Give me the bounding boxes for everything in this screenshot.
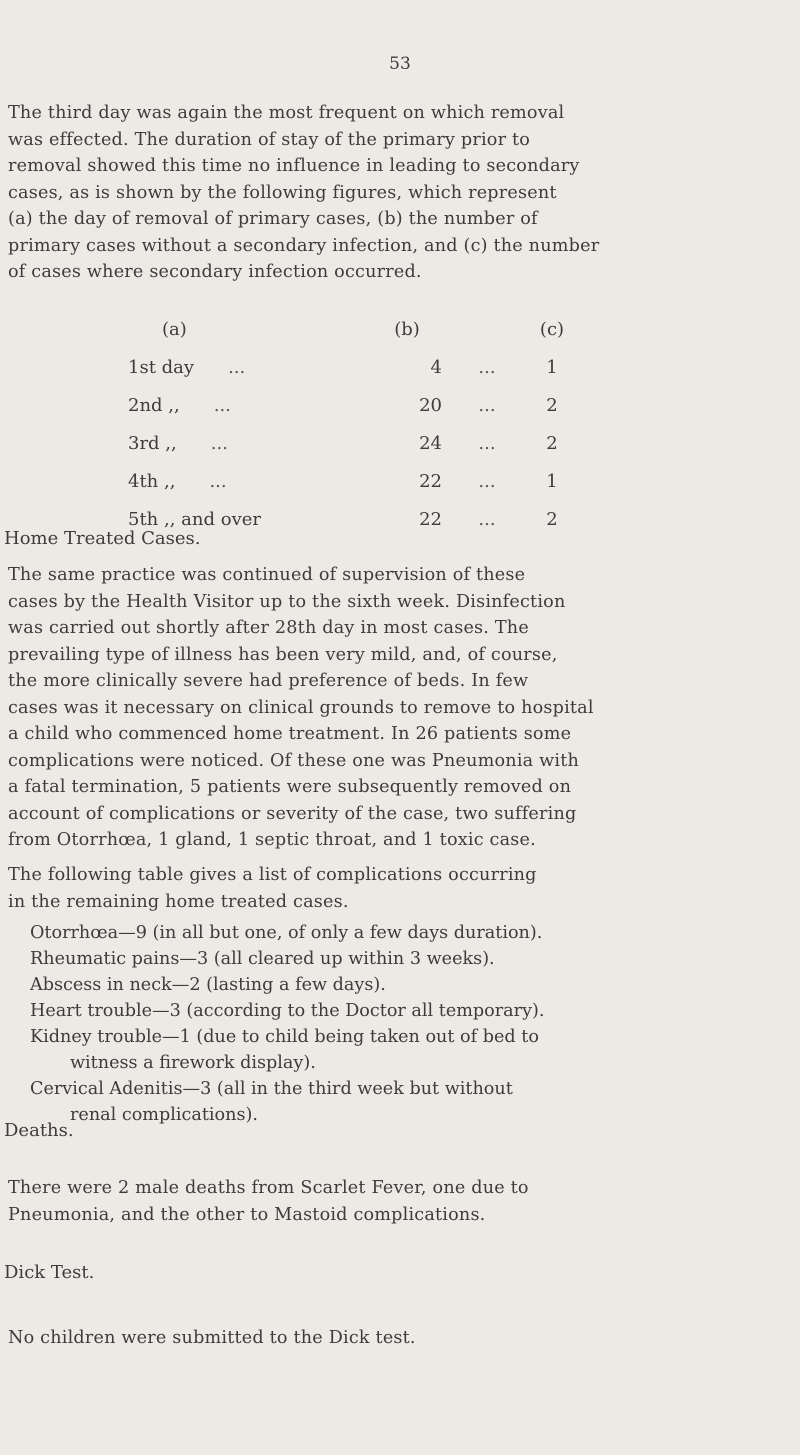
row-day-label: 4th ,,	[128, 470, 176, 492]
removal-figures-table	[110, 310, 572, 538]
row-secondary-count: 1	[546, 356, 558, 378]
text-line: The third day was again the most frequent on which removal	[8, 103, 565, 123]
row-primary-count: 22	[419, 470, 442, 492]
row-primary-count: 4	[430, 356, 442, 378]
page-number: 53	[389, 54, 411, 74]
text-line: cases by the Health Visitor up to the sixth week. Disinfection	[8, 591, 566, 612]
text-line: the more clinically severe had preference of beds. In few	[8, 671, 529, 691]
text-line: a fatal termination, 5 patients were subsequently removed on	[8, 777, 572, 797]
list-item: Cervical Adenitis—3 (all in the third week but without	[30, 1079, 513, 1099]
complications-list	[30, 920, 730, 1128]
row-secondary-count: 1	[546, 470, 558, 492]
table-row	[110, 424, 572, 462]
row-day-label: 2nd ,,	[128, 394, 180, 416]
header-a: (a)	[162, 318, 187, 340]
text-line: complications were noticed. Of these one was Pneumonia with	[8, 750, 580, 771]
row-day	[110, 462, 372, 500]
list-item: Heart trouble—3 (according to the Doctor all temporary).	[30, 1001, 545, 1021]
text-line: There were 2 male deaths from Scarlet Fever, one due to	[8, 1178, 529, 1198]
row-leader: ...	[478, 394, 496, 416]
text-line: cases, as is shown by the following figures, which represent	[8, 182, 557, 203]
row-primary-count: 24	[419, 432, 442, 454]
text-line: from Otorrhœa, 1 gland, 1 septic throat, and 1 toxic case.	[8, 830, 536, 850]
row-leader: ...	[478, 508, 496, 530]
row-secondary-count: 2	[546, 508, 558, 530]
text-line: of cases where secondary infection occurred.	[8, 262, 422, 282]
text-line: The same practice was continued of supervision of these	[8, 565, 526, 585]
row-leader: ...	[228, 356, 246, 378]
text-line: Pneumonia, and the other to Mastoid complications.	[8, 1204, 486, 1225]
header-b: (b)	[394, 318, 420, 340]
row-day	[110, 386, 372, 424]
row-leader: ...	[209, 470, 227, 492]
row-leader: ...	[478, 470, 496, 492]
list-item: Kidney trouble—1 (due to child being taken out of bed to	[30, 1027, 539, 1047]
text-line: The following table gives a list of complications occurring	[8, 865, 537, 885]
text-line: in the remaining home treated cases.	[8, 891, 349, 912]
row-day-label: 1st day	[128, 356, 195, 378]
deaths-heading: Deaths.	[4, 1120, 74, 1141]
table-header-row	[110, 310, 572, 348]
list-item: Otorrhœa—9 (in all but one, of only a few days duration).	[30, 923, 543, 943]
home-treated-heading: Home Treated Cases.	[4, 528, 201, 549]
header-c: (c)	[539, 318, 565, 340]
row-day	[110, 424, 372, 462]
row-primary-count: 20	[419, 394, 442, 416]
row-primary-count: 22	[419, 508, 442, 530]
list-item: Abscess in neck—2 (lasting a few days).	[30, 975, 386, 995]
row-leader: ...	[213, 394, 231, 416]
table-row	[110, 386, 572, 424]
text-line: a child who commenced home treatment. In 26 patients some	[8, 724, 572, 744]
complications-intro	[8, 862, 714, 915]
text-line: was carried out shortly after 28th day in most cases. The	[8, 618, 529, 638]
list-item: Rheumatic pains—3 (all cleared up within 3 weeks).	[30, 949, 495, 969]
intro-paragraph	[8, 100, 714, 286]
text-line: was effected. The duration of stay of the primary prior to	[8, 129, 531, 150]
table-row	[110, 348, 572, 386]
row-leader: ...	[478, 356, 496, 378]
row-secondary-count: 2	[546, 432, 558, 454]
dick-test-heading: Dick Test.	[4, 1262, 95, 1283]
list-item-continuation: witness a firework display).	[70, 1053, 316, 1073]
text-line: prevailing type of illness has been very mild, and, of course,	[8, 644, 558, 665]
dick-test-paragraph	[8, 1325, 714, 1352]
table-row	[110, 462, 572, 500]
row-leader: ...	[478, 432, 496, 454]
row-day-label: 5th ,, and over	[128, 508, 261, 530]
text-line: primary cases without a secondary infection, and (c) the number	[8, 235, 600, 256]
text-line: account of complications or severity of the case, two suffering	[8, 803, 577, 824]
text-line: No children were submitted to the Dick test.	[8, 1328, 416, 1348]
text-line: removal showed this time no influence in leading to secondary	[8, 156, 580, 176]
row-day-label: 3rd ,,	[128, 432, 177, 454]
text-line: (a) the day of removal of primary cases, (b) the number of	[8, 209, 538, 229]
deaths-paragraph	[8, 1175, 714, 1228]
list-item-continuation: renal complications).	[70, 1105, 258, 1125]
row-day	[110, 348, 372, 386]
row-secondary-count: 2	[546, 394, 558, 416]
row-leader: ...	[210, 432, 228, 454]
home-treated-paragraph	[8, 562, 714, 854]
text-line: cases was it necessary on clinical grounds to remove to hospital	[8, 697, 594, 718]
